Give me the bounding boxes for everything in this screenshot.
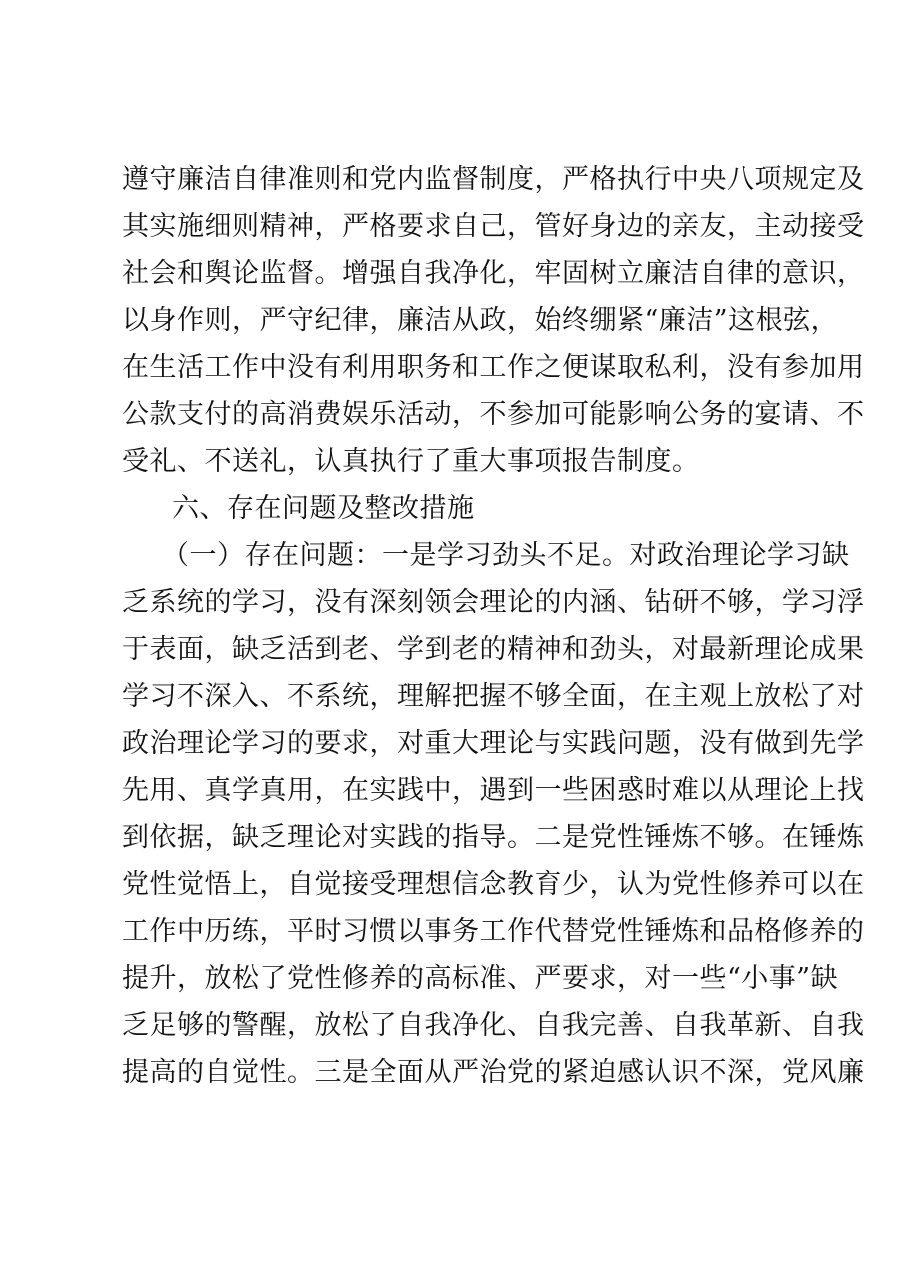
text-line: 提高的自觉性。三是全面从严治党的紧迫感认识不深，党风廉 — [122, 1057, 865, 1088]
text-line: （一）存在问题：一是学习劲头不足。对政治理论学习缺 — [162, 540, 850, 571]
text-line: 工作中历练，平时习惯以事务工作代替党性锤炼和品格修养的 — [122, 916, 865, 947]
text-line: 先用、真学真用，在实践中，遇到一些困惑时难以从理论上找 — [122, 775, 865, 806]
text-line: 到依据，缺乏理论对实践的指导。二是党性锤炼不够。在锤炼 — [122, 822, 865, 853]
text-line: 遵守廉洁自律准则和党内监督制度，严格执行中央八项规定及 — [122, 164, 865, 195]
text-line: 社会和舆论监督。增强自我净化，牢固树立廉洁自律的意识， — [122, 258, 865, 289]
text-line: 其实施细则精神，严格要求自己，管好身边的亲友，主动接受 — [122, 211, 865, 242]
text-line: 政治理论学习的要求，对重大理论与实践问题，没有做到先学 — [122, 728, 865, 759]
text-line: 于表面，缺乏活到老、学到老的精神和劲头，对最新理论成果 — [122, 634, 865, 665]
text-line: 乏系统的学习，没有深刻领会理论的内涵、钻研不够，学习浮 — [122, 587, 865, 618]
document-body — [122, 156, 865, 1096]
text-line: 在生活工作中没有利用职务和工作之便谋取私利，没有参加用 — [122, 352, 865, 383]
section-heading: 六、存在问题及整改措施 — [172, 493, 475, 524]
text-line: 提升，放松了党性修养的高标准、严要求，对一些“小事”缺 — [122, 963, 839, 994]
text-line: 乏足够的警醒，放松了自我净化、自我完善、自我革新、自我 — [122, 1010, 865, 1041]
text-line: 以身作则，严守纪律，廉洁从政，始终绷紧“廉洁”这根弦， — [122, 305, 839, 336]
text-line: 党性觉悟上，自觉接受理想信念教育少，认为党性修养可以在 — [122, 869, 865, 900]
text-line: 学习不深入、不系统，理解把握不够全面，在主观上放松了对 — [122, 681, 865, 712]
text-line: 受礼、不送礼，认真执行了重大事项报告制度。 — [122, 446, 700, 477]
text-line: 公款支付的高消费娱乐活动，不参加可能影响公务的宴请、不 — [122, 399, 865, 430]
